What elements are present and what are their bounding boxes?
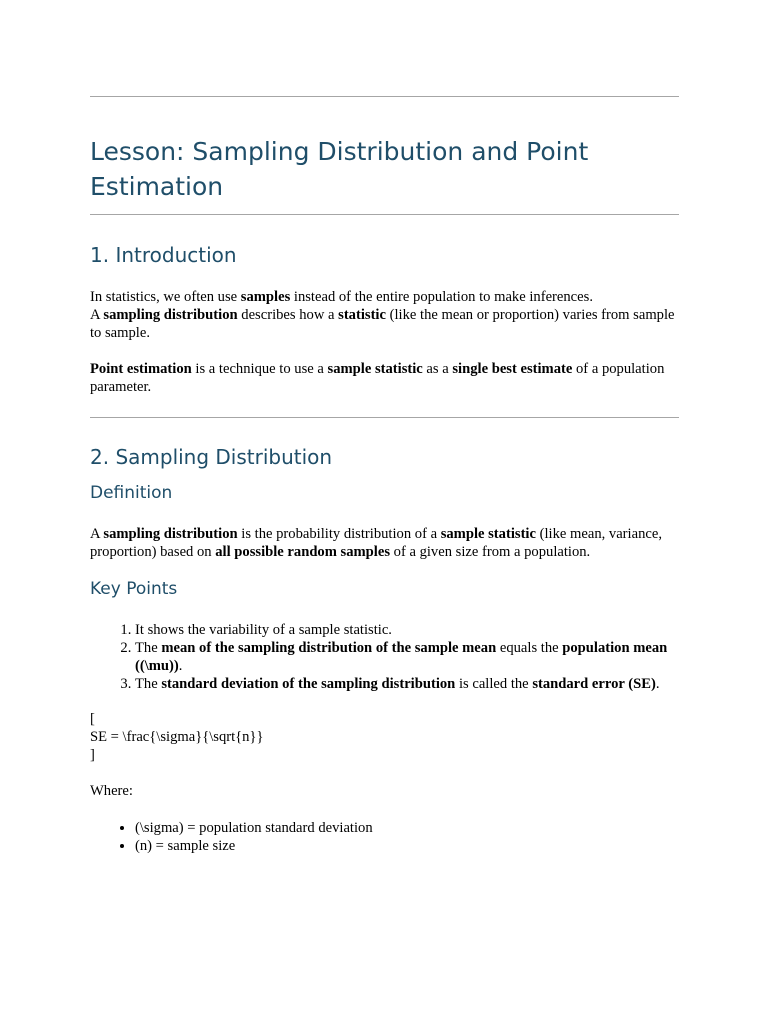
subheading-key-points: Key Points: [90, 579, 178, 599]
page-title-text: Lesson: Sampling Distribution and Point Estimation: [90, 137, 589, 201]
section-heading-sampling-distribution: 2. Sampling Distribution: [90, 445, 333, 469]
where-list: [90, 819, 679, 855]
intro-paragraph-1: In statistics, we often use samples instead of the entire population to make inferences. A sampling distribution describes how a statistic (like the mean or proportion) varies from sample to sample.: [90, 289, 675, 341]
formula-open: [: [90, 711, 95, 727]
divider-top: [90, 96, 679, 97]
list-item: 1. It shows the variability of a sample statistic.: [135, 621, 679, 639]
list-item: • (\sigma) = population standard deviation: [135, 819, 679, 837]
list-item: • (n) = sample size: [135, 837, 679, 855]
section-heading-introduction: 1. Introduction: [90, 243, 237, 267]
formula-close: ]: [90, 747, 95, 763]
formula-expression: SE = \frac{\sigma}{\sqrt{n}}: [90, 729, 264, 745]
divider-intro: [90, 417, 679, 418]
intro-paragraph-2: Point estimation is a technique to use a sample statistic as a single best estimate of a population parameter.: [90, 361, 665, 395]
list-item: 2. The mean of the sampling distribution of the sample mean equals the population mean ((\mu)).: [135, 639, 679, 675]
subheading-definition: Definition: [90, 483, 173, 503]
formula-block: [90, 710, 679, 764]
key-points-list: [90, 621, 679, 693]
definition-paragraph: A sampling distribution is the probability distribution of a sample statistic (like mean, variance, proportion) based on all possible random samples of a given size from a population.: [90, 526, 662, 560]
where-label: Where:: [90, 783, 133, 799]
page-title: [90, 134, 679, 204]
divider-title: [90, 214, 679, 215]
list-item: 3. The standard deviation of the sampling distribution is called the standard error (SE).: [135, 675, 679, 693]
